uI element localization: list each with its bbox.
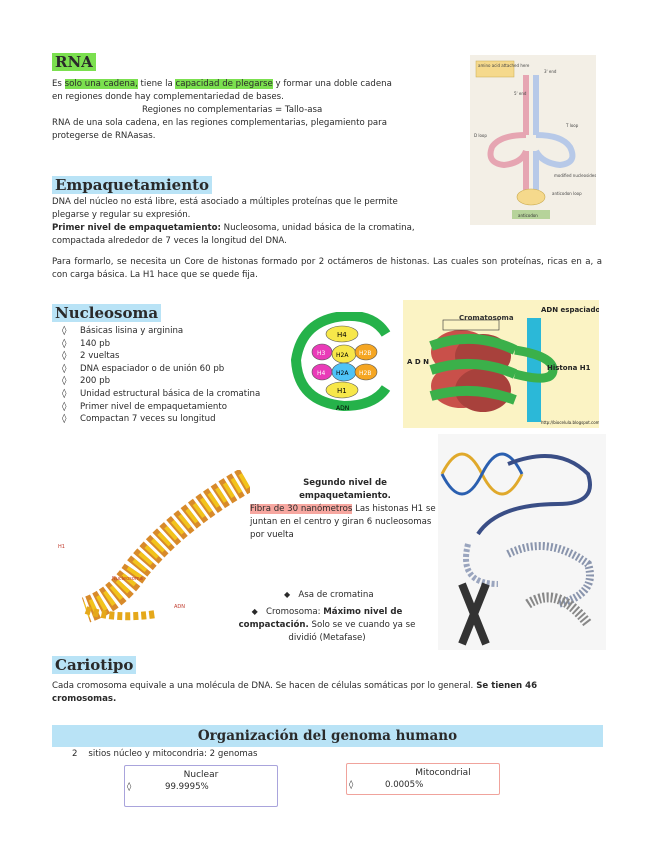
cromosoma-text: Solo se ve cuando ya se dividió (Metafase) xyxy=(288,620,416,643)
mitocondrial-box xyxy=(346,763,500,795)
histone-label: H3 xyxy=(317,350,326,357)
trna-label: amino acid attached here xyxy=(478,63,530,68)
asa-cromatina-text: Asa de cromatina xyxy=(298,590,374,600)
diagram-label: Histona H1 xyxy=(547,364,591,372)
histone-label: H1 xyxy=(337,387,347,395)
fibra-30nm-highlight: Fibra de 30 nanómetros xyxy=(250,504,353,514)
empaquetamiento-text: plegarse y regular su expresión. xyxy=(52,210,191,220)
genomas-line xyxy=(72,748,257,761)
asa-cromatina-item: ◆ Asa de cromatina xyxy=(284,590,374,600)
empaquetamiento-heading: Empaquetamiento xyxy=(52,176,212,194)
histone-label: H2B xyxy=(359,350,372,357)
nuclear-title: Nuclear xyxy=(183,770,219,780)
histone-label: H2A xyxy=(336,370,349,377)
mitocondrial-title: Mitocondrial xyxy=(415,768,471,778)
rna-text: RNA de una sola cadena, en las regiones complementarias, plegamiento para xyxy=(52,118,387,128)
segundo-nivel-block xyxy=(250,477,436,542)
histone-octamer-image xyxy=(288,312,398,412)
cariotipo-heading: Cariotipo xyxy=(52,656,136,674)
cariotipo-paragraph xyxy=(52,680,604,706)
trna-label: 5' end xyxy=(514,91,527,96)
histone-label: ADN xyxy=(336,405,350,412)
list-item: ◊ Unidad estructural básica de la cromatina xyxy=(62,388,280,401)
genomas-text: sitios núcleo y mitocondria: 2 genomas xyxy=(88,749,258,759)
trna-image xyxy=(470,55,596,225)
trna-label: anticodon loop xyxy=(552,191,582,196)
nucleosoma-list xyxy=(62,325,280,426)
segundo-nivel-title: Segundo nivel de empaquetamiento. xyxy=(299,478,391,501)
mitocondrial-value xyxy=(347,779,499,791)
fibra-30nm-diagram xyxy=(56,470,250,630)
rna-text: tiene la xyxy=(137,79,176,89)
diagram-label: A D N xyxy=(407,358,429,366)
trna-label: T loop xyxy=(566,123,579,128)
list-item: ◊ Básicas lisina y arginina xyxy=(62,325,280,338)
diagram-label: Cromatosoma xyxy=(459,314,514,322)
cromatosoma-image xyxy=(403,300,599,428)
empaquetamiento-text: compactada alrededor de 7 veces la longitud del DNA. xyxy=(52,236,287,246)
list-item: ◊ 2 vueltas xyxy=(62,350,280,363)
nucleosoma-heading: Nucleosoma xyxy=(52,304,161,322)
rna-text: en regiones donde hay complementariedad de bases. xyxy=(52,92,284,102)
fiber-label: Nucleosoma xyxy=(112,576,143,582)
trna-diagram xyxy=(470,55,596,225)
rna-heading: RNA xyxy=(52,53,96,71)
rna-highlight-single-chain: solo una cadena, xyxy=(64,79,138,89)
organizacion-banner xyxy=(52,725,603,747)
genomas-number: 2 xyxy=(72,749,78,759)
empaquetamiento-text: Nucleosoma, unidad básica de la cromatina, xyxy=(220,223,415,233)
nuclear-box xyxy=(124,765,278,807)
cromatosoma-diagram xyxy=(403,300,599,428)
list-item: ◊ DNA espaciador o de unión 60 pb xyxy=(62,363,280,376)
primer-nivel-label: Primer nivel de empaquetamiento: xyxy=(52,223,221,233)
segundo-nivel-text xyxy=(250,503,436,542)
cariotipo-46-label: Se tienen 46 cromosomas. xyxy=(52,681,538,704)
empaquetamiento-paragraph xyxy=(52,196,452,248)
trna-label: anticodon xyxy=(518,213,538,218)
dna-chromosome-diagram xyxy=(438,434,606,650)
max-compactacion-label: Máximo nivel de compactación. xyxy=(238,607,403,630)
cromosoma-item: ◆ Cromosoma: Máximo nivel de compactación. Solo se ve cuando ya se dividió (Metafase) xyxy=(238,607,416,643)
histone-label: H2A xyxy=(336,352,349,359)
organizacion-heading: Organización del genoma humano xyxy=(197,728,458,744)
cariotipo-text: Cada cromosoma equivale a una molécula de DNA. Se hacen de células somáticas por lo general. xyxy=(52,681,474,691)
rna-text: protegerse de RNAasas. xyxy=(52,131,156,141)
rna-text: Es xyxy=(52,79,65,89)
histone-core-paragraph: Para formarlo, se necesita un Core de histonas formado por 2 octámeros de histonas. Las cuales son proteínas, ricas en a, a con carga básica. La H1 hace que se quede fija. xyxy=(52,257,602,280)
fiber-label: H1 xyxy=(58,544,65,550)
histone-octamer-diagram xyxy=(288,312,398,412)
rna-highlight-fold: capacidad de plegarse xyxy=(175,79,273,89)
nuclear-value xyxy=(125,781,277,793)
diagram-label: ADN espaciador xyxy=(541,306,599,314)
histone-label: H2B xyxy=(359,370,372,377)
fibra-30nm-image xyxy=(56,470,250,630)
empaquetamiento-text: DNA del núcleo no está libre, está asociado a múltiples proteínas que le permite xyxy=(52,197,398,207)
dna-chromosome-image xyxy=(438,434,606,650)
histone-label: H4 xyxy=(317,370,326,377)
list-item: ◊ Compactan 7 veces su longitud xyxy=(62,413,280,426)
rna-stem-loop-note: Regiones no complementarias = Tallo-asa xyxy=(142,105,323,115)
nuclear-percent: 99.9995% xyxy=(165,782,209,792)
rna-text: y formar una doble cadena xyxy=(272,79,392,89)
list-item: ◊ Primer nivel de empaquetamiento xyxy=(62,401,280,414)
rna-paragraph xyxy=(52,78,452,143)
histone-label: H4 xyxy=(337,331,347,339)
trna-label: D loop xyxy=(474,133,487,138)
segundo-nivel-desc: Las histonas H1 se juntan en el centro y giran 6 nucleosomas por vuelta xyxy=(250,504,436,540)
mitocondrial-percent: 0.0005% xyxy=(385,780,424,790)
trna-label: 3' end xyxy=(544,69,557,74)
diagram-url: http://biocelula.blogspot.com xyxy=(541,420,599,425)
list-item: ◊ 140 pb xyxy=(62,338,280,351)
list-item: ◊ 200 pb xyxy=(62,375,280,388)
fiber-label: ADN xyxy=(174,604,186,610)
cromosoma-text: Cromosoma: xyxy=(266,607,324,617)
trna-label: modified nucleosides xyxy=(554,173,596,178)
